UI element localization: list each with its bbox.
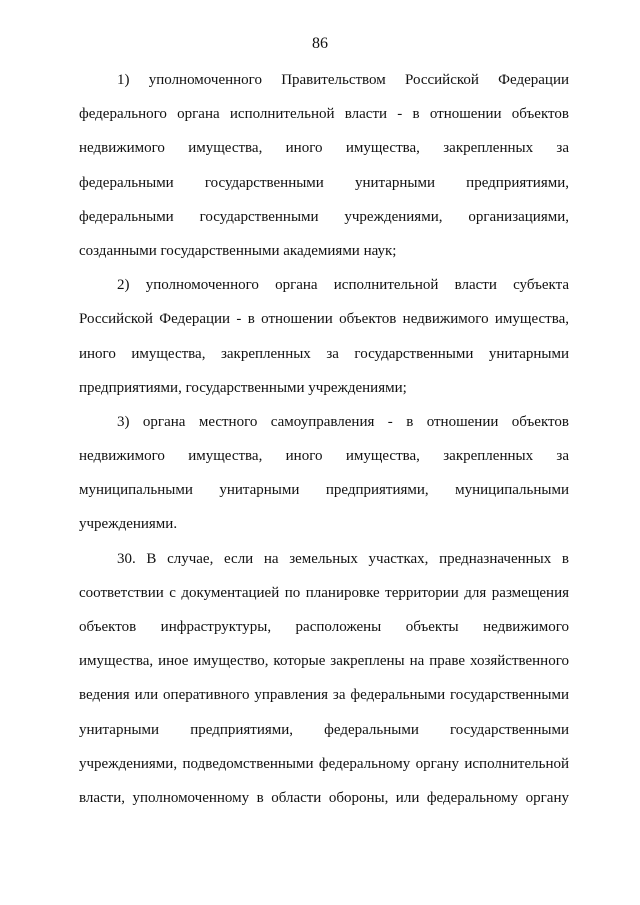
text-line: 30. В случае, если на земельных участках, предназначенных в [117, 550, 569, 567]
text-line: 2) уполномоченного органа исполнительной власти субъекта [117, 277, 569, 294]
text-line: иного имущества, закрепленных за государственными унитарными [79, 345, 569, 362]
paragraph-item-30 [79, 547, 569, 821]
text-line: недвижимого имущества, иного имущества, закрепленных за [79, 448, 569, 465]
paragraph-item-3 [79, 410, 569, 547]
text-line: объектов инфраструктуры, расположены объекты недвижимого [79, 619, 569, 635]
text-line: 3) органа местного самоуправления - в отношении объектов [117, 413, 569, 430]
text-line: ведения или оперативного управления за федеральными государственными [79, 687, 569, 704]
document-body [79, 68, 569, 820]
page-number: 86 [312, 35, 328, 52]
text-line: унитарными предприятиями, федеральными государственными [79, 721, 569, 738]
text-line: предприятиями, государственными учреждениями; [79, 379, 407, 396]
paragraph-item-1 [79, 68, 569, 273]
text-line: Российской Федерации - в отношении объектов недвижимого имущества, [79, 311, 569, 328]
text-line: недвижимого имущества, иного имущества, закрепленных за [79, 140, 569, 157]
text-line: имущества, иное имущество, которые закреплены на праве хозяйственного [79, 653, 569, 670]
text-line: 1) уполномоченного Правительством Российской Федерации [117, 72, 569, 88]
text-line: соответствии с документацией по планировке территории для размещения [79, 584, 569, 601]
text-line: созданными государственными академиями наук; [79, 242, 397, 259]
text-line: федеральными государственными унитарными предприятиями, [79, 174, 569, 191]
text-line: федерального органа исполнительной власти - в отношении объектов [79, 106, 569, 123]
text-line: учреждениями. [79, 516, 178, 533]
paragraph-item-2 [79, 273, 569, 410]
text-line: муниципальными унитарными предприятиями, муниципальными [79, 482, 569, 499]
text-line: федеральными государственными учреждениями, организациями, [79, 208, 569, 225]
text-line: учреждениями, подведомственными федеральному органу исполнительной [79, 755, 569, 772]
text-line: власти, уполномоченному в области обороны, или федеральному органу [79, 789, 569, 806]
